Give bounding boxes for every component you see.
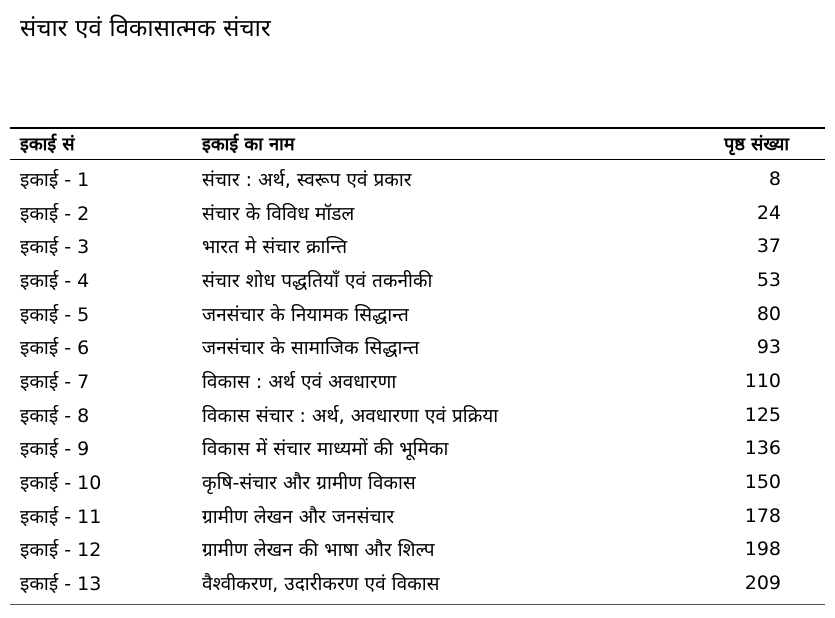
unit-name: ग्रामीण लेखन और जनसंचार [202, 505, 395, 528]
unit-name: संचार शोध पद्धतियाँ एवं तकनीकी [202, 269, 433, 292]
unit-number: इकाई - 2 [20, 202, 90, 225]
unit-number: इकाई - 12 [20, 539, 102, 562]
table-row [10, 432, 825, 466]
header-page-number: पृष्ठ संख्या [724, 134, 789, 155]
unit-number: इकाई - 10 [20, 472, 102, 495]
unit-name: वैश्वीकरण, उदारीकरण एवं विकास [202, 573, 440, 596]
unit-name: भारत मे संचार क्रान्ति [202, 236, 348, 259]
table-row [10, 297, 825, 331]
table-row [10, 330, 825, 364]
table-row [10, 533, 825, 567]
unit-number: इकाई - 6 [20, 337, 90, 360]
table-of-contents [10, 127, 825, 605]
table-row [10, 229, 825, 263]
table-bottom-rule [10, 604, 825, 605]
page-number: 37 [756, 235, 781, 258]
table-row [10, 398, 825, 432]
unit-name: संचार : अर्थ, स्वरूप एवं प्रकार [202, 168, 412, 191]
page-number: 178 [744, 504, 781, 527]
table-row [10, 566, 825, 600]
page-number: 198 [744, 538, 781, 561]
header-unit-name: इकाई का नाम [202, 134, 295, 155]
header-unit-number: इकाई सं [20, 134, 75, 155]
table-body [10, 160, 825, 604]
unit-name: जनसंचार के नियामक सिद्धान्त [202, 303, 409, 326]
unit-name: कृषि-संचार और ग्रामीण विकास [202, 472, 416, 495]
page-number: 24 [756, 201, 781, 224]
table-row [10, 499, 825, 533]
page-number: 93 [756, 336, 781, 359]
page-number: 80 [756, 302, 781, 325]
unit-number: इकाई - 5 [20, 303, 90, 326]
page-number: 136 [744, 437, 781, 460]
page-number: 53 [756, 268, 781, 291]
table-row [10, 263, 825, 297]
table-row [10, 364, 825, 398]
table-row [10, 162, 825, 196]
unit-number: इकाई - 13 [20, 573, 102, 596]
page-number: 150 [744, 471, 781, 494]
unit-number: इकाई - 9 [20, 438, 90, 461]
unit-name: संचार के विविध मॉडल [202, 202, 355, 225]
page-number: 8 [768, 167, 781, 190]
unit-name: विकास संचार : अर्थ, अवधारणा एवं प्रक्रिया [202, 404, 499, 427]
page-title: संचार एवं विकासात्मक संचार [20, 14, 271, 42]
unit-number: इकाई - 11 [20, 505, 102, 528]
unit-name: विकास : अर्थ एवं अवधारणा [202, 370, 397, 393]
table-header-row [10, 129, 825, 159]
page-number: 110 [744, 369, 781, 392]
unit-number: इकाई - 3 [20, 236, 90, 259]
unit-name: विकास में संचार माध्यमों की भूमिका [202, 438, 449, 461]
unit-number: इकाई - 7 [20, 370, 90, 393]
unit-number: इकाई - 8 [20, 404, 90, 427]
unit-name: जनसंचार के सामाजिक सिद्धान्त [202, 337, 420, 360]
page-number: 209 [744, 572, 781, 595]
unit-number: इकाई - 1 [20, 168, 90, 191]
table-row [10, 465, 825, 499]
unit-name: ग्रामीण लेखन की भाषा और शिल्प [202, 539, 435, 562]
page-number: 125 [744, 403, 781, 426]
unit-number: इकाई - 4 [20, 269, 90, 292]
table-row [10, 196, 825, 230]
